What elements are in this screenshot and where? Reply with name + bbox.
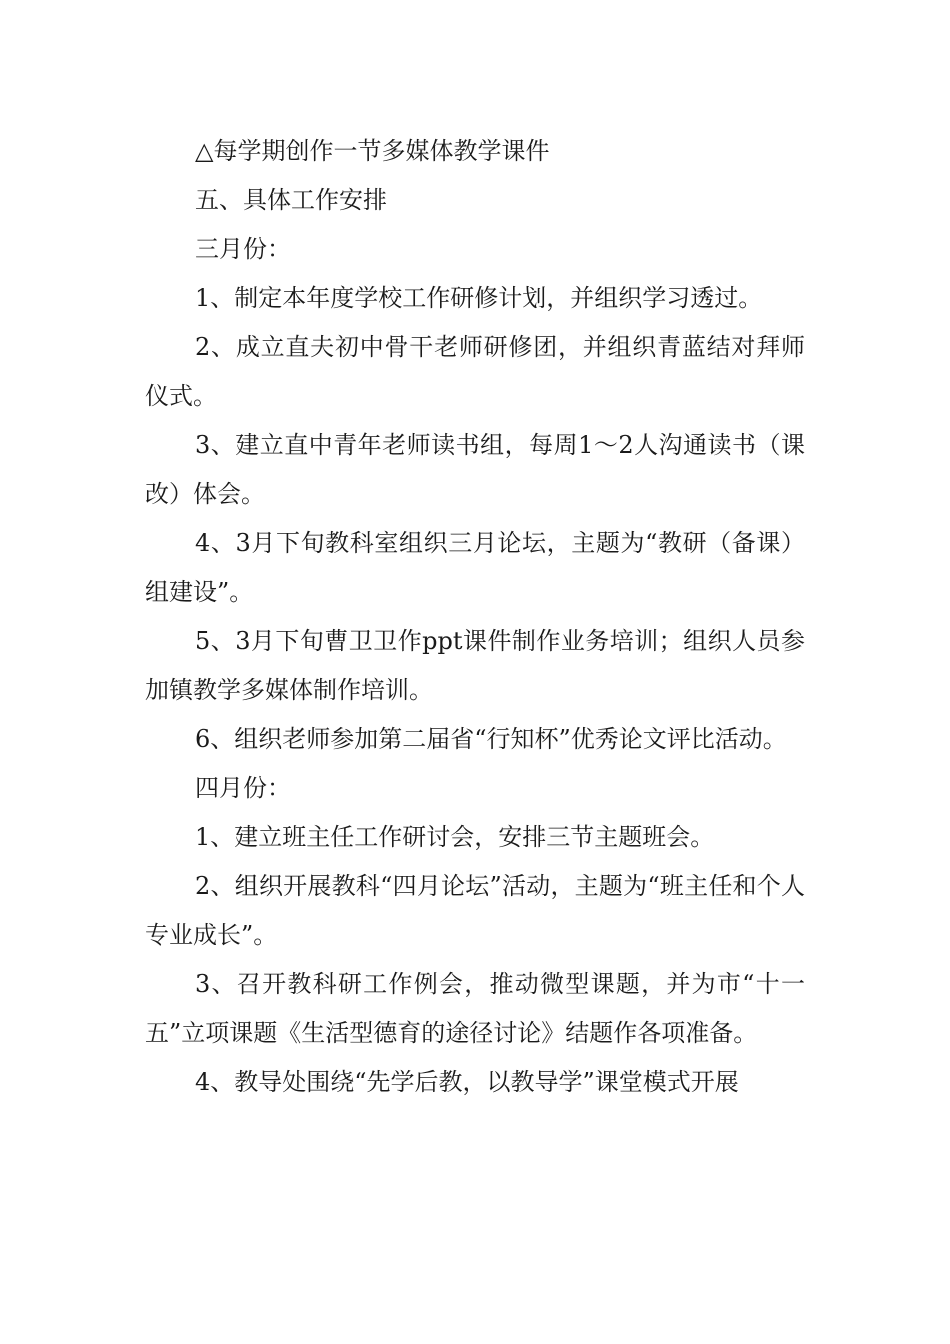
heading-april: 四月份： bbox=[195, 774, 291, 802]
march-item-5: 5、3月下旬曹卫卫作ppt课件制作业务培训；组织人员参加镇教学多媒体制作培训。 bbox=[145, 627, 805, 704]
april-item-1: 1、建立班主任工作研讨会，安排三节主题班会。 bbox=[195, 823, 715, 851]
april-item-3: 3、召开教科研工作例会，推动微型课题，并为市“十一五”立项课题《生活型德育的途径讨论》结题作各项准备。 bbox=[145, 970, 805, 1047]
heading-work-arrangement: 五、具体工作安排 bbox=[195, 186, 387, 214]
april-item-4: 4、教导处围绕“先学后教，以教导学”课堂模式开展 bbox=[195, 1068, 739, 1096]
heading-march: 三月份： bbox=[195, 235, 291, 263]
march-item-2: 2、成立直夫初中骨干老师研修团，并组织青蓝结对拜师仪式。 bbox=[145, 333, 805, 410]
april-item-2: 2、组织开展教科“四月论坛”活动，主题为“班主任和个人专业成长”。 bbox=[145, 872, 805, 949]
document-body bbox=[145, 127, 805, 1107]
march-item-1: 1、制定本年度学校工作研修计划，并组织学习透过。 bbox=[195, 284, 763, 312]
march-item-4: 4、3月下旬教科室组织三月论坛，主题为“教研（备课）组建设”。 bbox=[145, 529, 805, 606]
march-item-3: 3、建立直中青年老师读书组，每周1～2人沟通读书（课改）体会。 bbox=[145, 431, 805, 508]
march-item-6: 6、组织老师参加第二届省“行知杯”优秀论文评比活动。 bbox=[195, 725, 787, 753]
paragraph-multimedia-courseware: △每学期创作一节多媒体教学课件 bbox=[195, 137, 550, 165]
